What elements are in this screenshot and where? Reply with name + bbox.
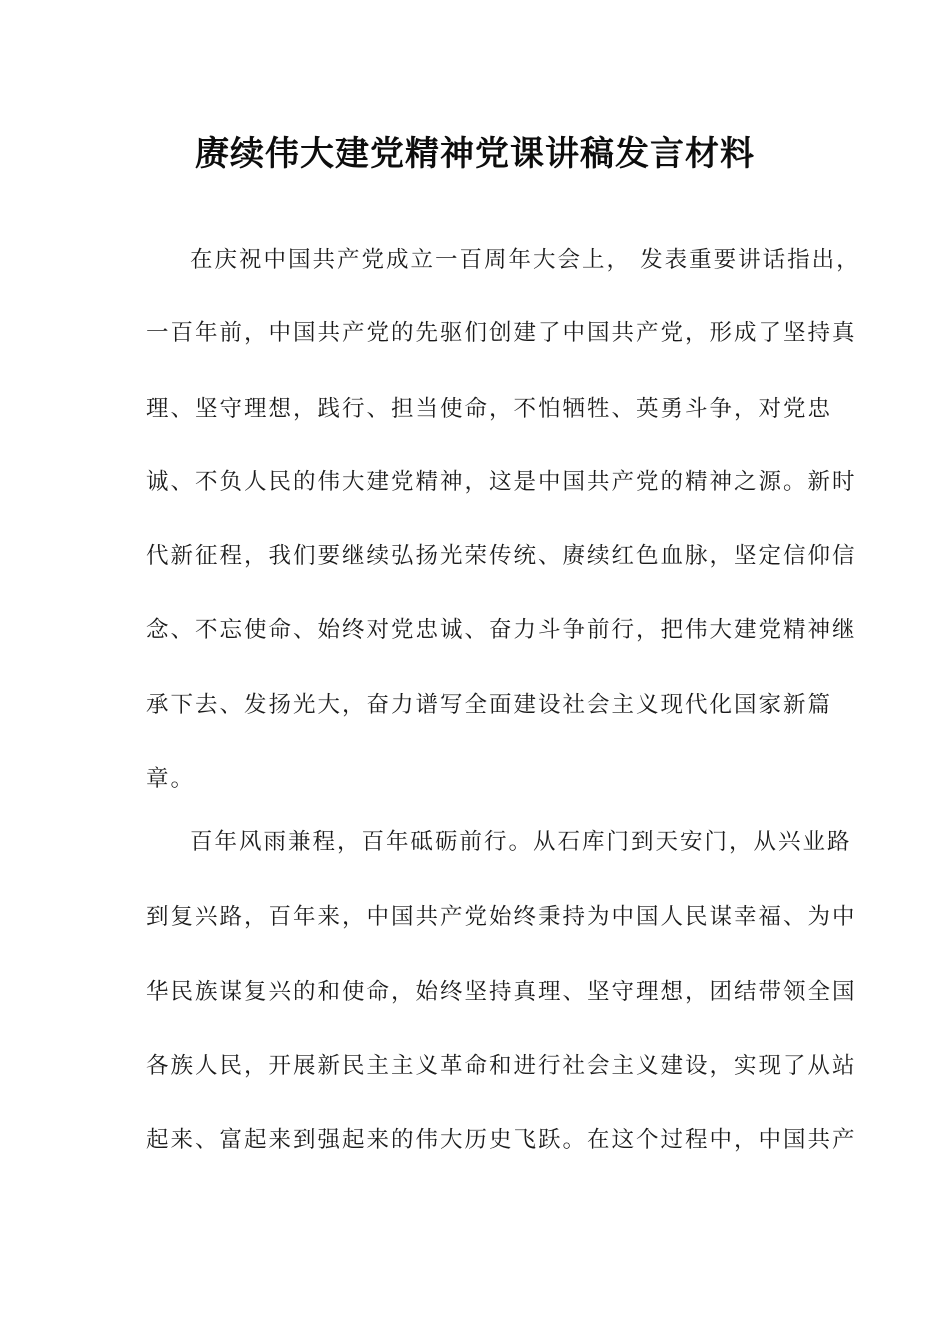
paragraph-2-line-5: 起来、富起来到强起来的伟大历史飞跃。在这个过程中，中国共产	[146, 1127, 857, 1153]
paragraph-1-line-6: 念、不忘使命、始终对党忠诚、奋力斗争前行，把伟大建党精神继	[146, 617, 857, 643]
paragraph-1-line-1: 在庆祝中国共产党成立一百周年大会上， 发表重要讲话指出，	[190, 247, 861, 273]
paragraph-1-line-7: 承下去、发扬光大，奋力谱写全面建设社会主义现代化国家新篇	[146, 692, 833, 718]
paragraph-2-line-2: 到复兴路，百年来，中国共产党始终秉持为中国人民谋幸福、为中	[146, 904, 857, 930]
paragraph-2-line-4: 各族人民，开展新民主主义革命和进行社会主义建设，实现了从站	[146, 1053, 857, 1079]
paragraph-1-line-8: 章。	[146, 766, 196, 792]
paragraph-1-line-5: 代新征程，我们要继续弘扬光荣传统、赓续红色血脉，坚定信仰信	[146, 543, 857, 569]
paragraph-2-line-1: 百年风雨兼程，百年砥砺前行。从石库门到天安门，从兴业路	[190, 829, 852, 855]
paragraph-1-line-3: 理、坚守理想，践行、担当使命，不怕牺牲、英勇斗争，对党忠	[146, 396, 833, 422]
paragraph-1-line-2: 一百年前，中国共产党的先驱们创建了中国共产党，形成了坚持真	[146, 320, 857, 346]
document-title: 赓续伟大建党精神党课讲稿发言材料	[195, 134, 755, 174]
paragraph-2-line-3: 华民族谋复兴的和使命，始终坚持真理、坚守理想，团结带领全国	[146, 979, 857, 1005]
paragraph-1-line-4: 诚、不负人民的伟大建党精神，这是中国共产党的精神之源。新时	[146, 469, 857, 495]
